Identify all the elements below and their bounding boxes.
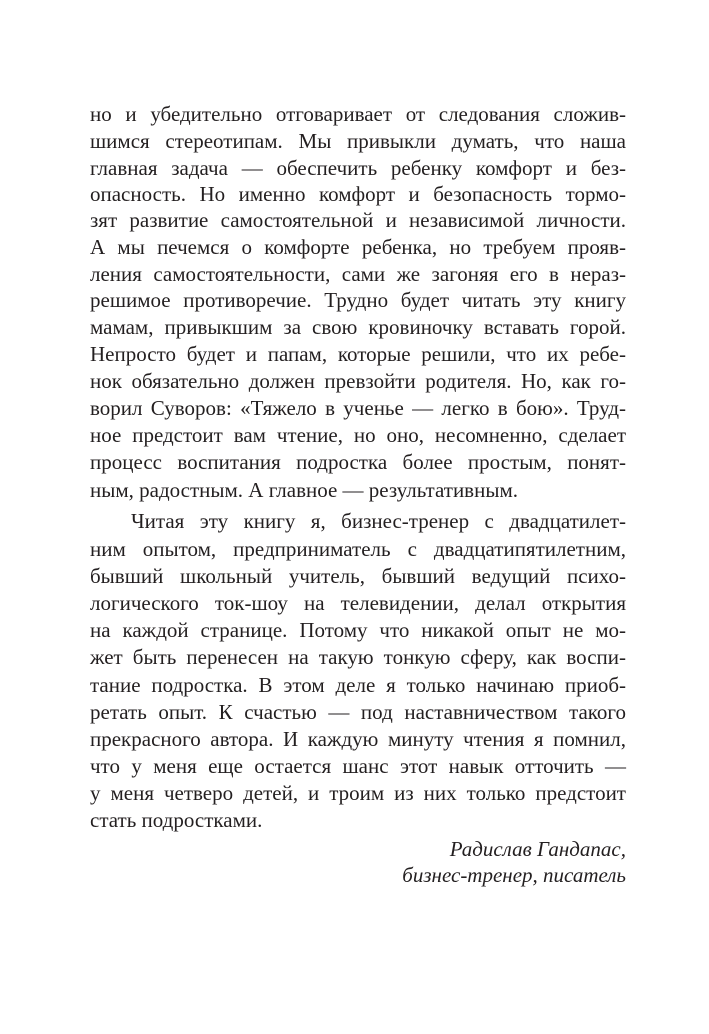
text-line: жет быть перенесен на такую тонкую сферу, как воспи- xyxy=(90,645,626,669)
text-line: у меня четверо детей, и троим из них только предстоит xyxy=(90,781,626,805)
text-line: мамам, привыкшим за свою кровиночку вставать горой. xyxy=(90,315,626,339)
text-line: ления самостоятельности, сами же загоняя его в нераз- xyxy=(90,262,626,286)
text-line: нок обязательно должен превзойти родителя. Но, как го- xyxy=(90,369,626,393)
text-line: Читая эту книгу я, бизнес-тренер с двадцатилет- xyxy=(131,509,626,533)
text-line: прекрасного автора. И каждую минуту чтения я помнил, xyxy=(90,727,626,751)
text-line: на каждой странице. Потому что никакой опыт не мо- xyxy=(90,618,626,642)
text-line: тание подростка. В этом деле я только начинаю приоб- xyxy=(90,673,626,697)
author-title: бизнес-тренер, писатель xyxy=(402,863,626,887)
text-line: ним опытом, предприниматель с двадцатипятилетним, xyxy=(90,537,626,561)
text-line: что у меня еще остается шанс этот навык отточить — xyxy=(90,754,626,778)
text-line: процесс воспитания подростка более простым, понят- xyxy=(90,450,626,474)
text-line: ным, радостным. А главное — результативным. xyxy=(90,478,518,502)
text-line: главная задача — обеспечить ребенку комфорт и без- xyxy=(90,156,626,180)
text-line: ное предстоит вам чтение, но оно, несомненно, сделает xyxy=(90,423,626,447)
text-line: логического ток-шоу на телевидении, делал открытия xyxy=(90,591,626,615)
text-line: решимое противоречие. Трудно будет читать эту книгу xyxy=(90,288,626,312)
author-name: Радислав Гандапас, xyxy=(449,837,626,861)
text-line: Непросто будет и папам, которые решили, что их ребе- xyxy=(90,342,626,366)
text-line: ворил Суворов: «Тяжело в ученье — легко в бою». Труд- xyxy=(90,396,626,420)
text-line: ретать опыт. К счастью — под наставничеством такого xyxy=(90,700,626,724)
text-line: но и убедительно отговаривает от следования сложив- xyxy=(90,102,626,126)
text-line: стать подростками. xyxy=(90,808,263,832)
text-line: бывший школьный учитель, бывший ведущий психо- xyxy=(90,564,626,588)
text-line: зят развитие самостоятельной и независимой личности. xyxy=(90,208,626,232)
text-line: А мы печемся о комфорте ребенка, но требуем прояв- xyxy=(90,235,626,259)
text-line: опасность. Но именно комфорт и безопасность тормо- xyxy=(90,182,626,206)
text-line: шимся стереотипам. Мы привыкли думать, что наша xyxy=(90,129,626,153)
